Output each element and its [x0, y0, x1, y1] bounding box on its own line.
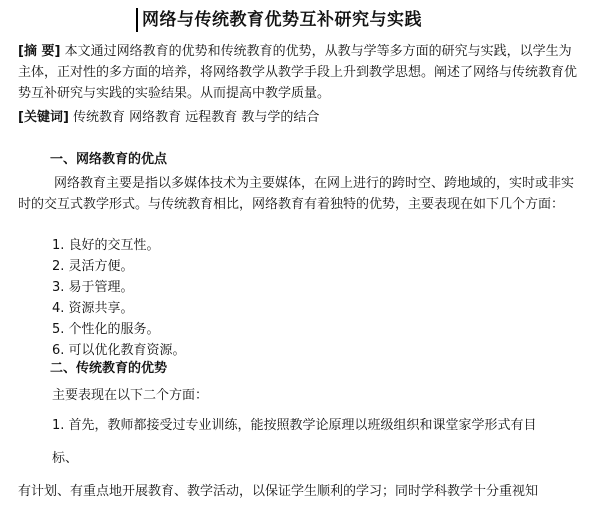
list-item: 1. 良好的交互性。 — [52, 238, 160, 253]
list-item: 3. 易于管理。 — [52, 280, 134, 295]
abstract-label: [摘 要] — [18, 44, 61, 59]
advantages-list — [52, 235, 186, 361]
section1-heading: 一、网络教育的优点 — [50, 152, 168, 167]
section2-point1: 1. 首先，教师都接受过专业训练，能按照教学论原理以班级组织和课堂家学形式有目 — [52, 418, 537, 433]
list-item: 2. 灵活方便。 — [52, 259, 134, 274]
list-item: 4. 资源共享。 — [52, 301, 134, 316]
abstract — [18, 41, 578, 104]
keywords-text: 传统教育 网络教育 远程教育 教与学的结合 — [73, 110, 320, 125]
section2-heading: 二、传统教育的优势 — [50, 361, 168, 376]
list-item: 6. 可以优化教育资源。 — [52, 343, 186, 358]
abstract-text: 本文通过网络教育的优势和传统教育的优势，从教与学等多方面的研究与实践，以学生为主体，正对性的多方面的培养，将网络教学从教学手段上升到教学思想。阐述了网络与传统教育优势互补研究与实践的实验结果。从而提高中教学质量。 — [18, 44, 578, 101]
document-title: 网络与传统教育优势互补研究与实践 — [136, 8, 422, 32]
section2-continuation: 有计划、有重点地开展教育、教学活动，以保证学生顺利的学习；同时学科教学十分重视知 — [18, 484, 539, 499]
section1-body: 网络教育主要是指以多媒体技术为主要媒体，在网上进行的跨时空、跨地域的，实时或非实时的交互式教学形式。与传统教育相比，网络教育有着独特的优势，主要表现在如下几个方面： — [18, 176, 575, 212]
section2-point1-cont: 标、 — [52, 451, 79, 466]
list-item: 5. 个性化的服务。 — [52, 322, 160, 337]
keywords — [18, 107, 319, 128]
keywords-label: [关键词] — [18, 110, 69, 125]
section2-intro: 主要表现在以下二个方面： — [52, 388, 209, 403]
